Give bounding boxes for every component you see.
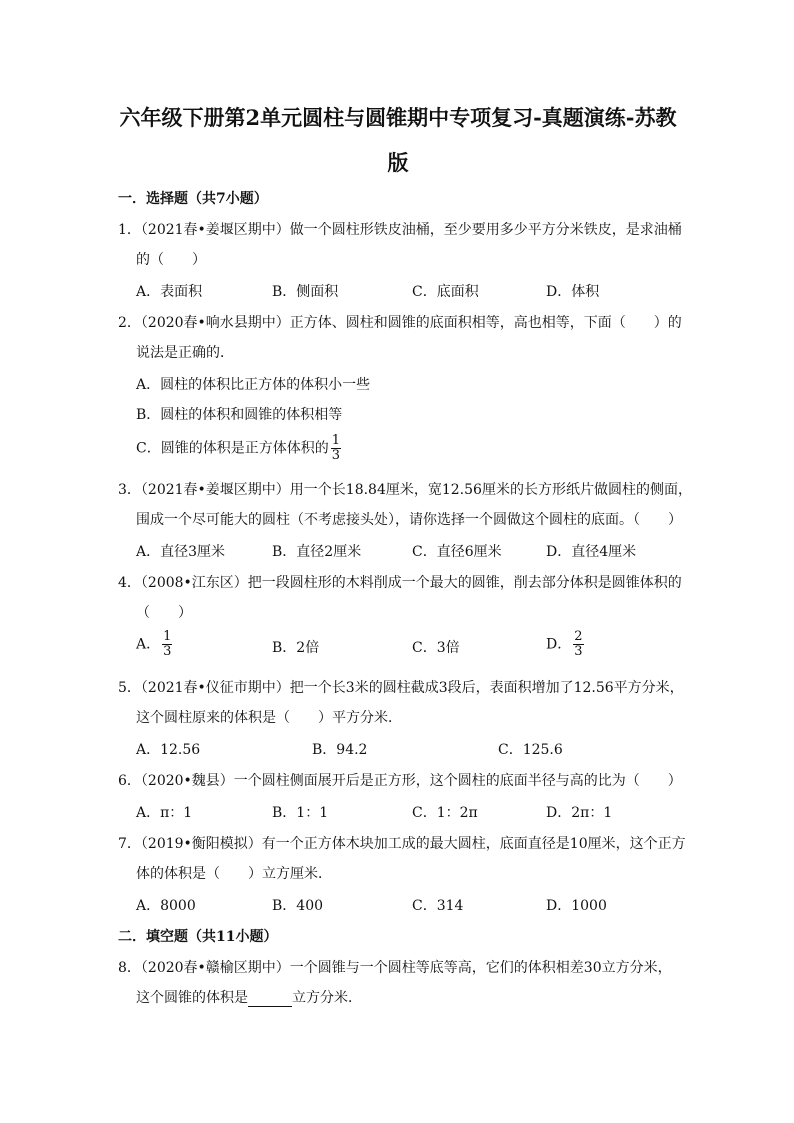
q1-option-b: B．侧面积 bbox=[272, 284, 339, 300]
q5-option-c: C．125.6 bbox=[498, 742, 563, 758]
q6-option-b: B．1：1 bbox=[272, 805, 329, 821]
q2-option-c bbox=[136, 434, 341, 463]
q4-option-a bbox=[136, 630, 172, 659]
question-8-line-1: 8．（2020春•赣榆区期中）一个圆锥与一个圆柱等底等高，它们的体积相差30立方分米， bbox=[118, 960, 672, 976]
fraction-denominator: 3 bbox=[574, 644, 583, 659]
q7-option-c: C．314 bbox=[412, 898, 464, 914]
page-title bbox=[118, 95, 678, 185]
fraction-numerator: 1 bbox=[163, 629, 172, 644]
title-line-1: 六年级下册第2单元圆柱与圆锥期中专项复习-真题演练-苏教 bbox=[119, 105, 677, 130]
q4-option-d-label: D． bbox=[546, 636, 572, 653]
fraction-numerator: 2 bbox=[574, 629, 583, 644]
q1-option-a: A．表面积 bbox=[136, 284, 203, 300]
q3-option-c: C．直径6厘米 bbox=[412, 544, 502, 560]
fraction bbox=[162, 630, 172, 659]
question-7-line-2: 体的体积是（ ）立方厘米． bbox=[136, 866, 332, 882]
question-1-line-1: 1．（2021春•姜堰区期中）做一个圆柱形铁皮油桶，至少要用多少平方分米铁皮，是求油桶 bbox=[118, 222, 682, 238]
q7-option-d: D．1000 bbox=[546, 898, 607, 914]
q4-option-c: C．3倍 bbox=[412, 640, 460, 656]
q4-option-b: B．2倍 bbox=[272, 640, 320, 656]
fraction-denominator: 3 bbox=[163, 644, 172, 659]
q4-option-d bbox=[546, 630, 584, 659]
q1-option-d: D．体积 bbox=[546, 284, 600, 300]
title-line-2: 版 bbox=[387, 150, 409, 175]
q2-option-a: A．圆柱的体积比正方体的体积小一些 bbox=[136, 377, 371, 393]
q1-option-c: C．底面积 bbox=[412, 284, 479, 300]
question-3-line-1: 3．（2021春•姜堰区期中）用一个长18.84厘米，宽12.56厘米的长方形纸片做圆柱的侧面， bbox=[118, 482, 692, 498]
section-heading-fill: 二．填空题（共11小题） bbox=[118, 929, 278, 945]
fraction-denominator: 3 bbox=[331, 448, 340, 463]
q8-text-before-blank: 这个圆锥的体积是 bbox=[136, 990, 248, 1006]
q8-text-after-blank: 立方分米． bbox=[292, 990, 362, 1006]
q4-option-a-label: A． bbox=[136, 636, 161, 653]
question-3-line-2: 围成一个尽可能大的圆柱（不考虑接头处），请你选择一个圆做这个圆柱的底面。（ ） bbox=[136, 512, 682, 528]
q7-option-a: A．8000 bbox=[136, 898, 196, 914]
q6-option-c: C．1：2π bbox=[412, 805, 478, 821]
question-8-line-2 bbox=[136, 987, 362, 1007]
question-2-line-2: 说法是正确的． bbox=[136, 345, 234, 361]
q3-option-d: D．直径4厘米 bbox=[546, 544, 637, 560]
fraction-numerator: 1 bbox=[331, 433, 340, 448]
q6-option-d: D．2π：1 bbox=[546, 805, 613, 821]
q2-option-c-text: C．圆锥的体积是正方体体积的 bbox=[136, 440, 329, 457]
answer-blank bbox=[248, 992, 292, 1007]
question-1-line-2: 的（ ） bbox=[136, 252, 206, 268]
q5-option-a: A．12.56 bbox=[136, 742, 201, 758]
question-4-line-2: （ ） bbox=[136, 605, 192, 621]
q7-option-b: B．400 bbox=[272, 898, 324, 914]
question-2-line-1: 2．（2020春•响水县期中）正方体、圆柱和圆锥的底面积相等，高也相等，下面（ ）的 bbox=[118, 315, 682, 331]
question-6-line-1: 6．（2020•魏县）一个圆柱侧面展开后是正方形，这个圆柱的底面半径与高的比为（ ） bbox=[118, 773, 682, 789]
q2-option-b: B．圆柱的体积和圆锥的体积相等 bbox=[136, 407, 343, 423]
question-5-line-1: 5．（2021春•仪征市期中）把一个长3米的圆柱截成3段后，表面积增加了12.56平方分米， bbox=[118, 680, 684, 696]
section-heading-choice: 一．选择题（共7小题） bbox=[118, 191, 268, 207]
question-4-line-1: 4．（2008•江东区）把一段圆柱形的木料削成一个最大的圆锥，削去部分体积是圆锥体积的 bbox=[118, 575, 682, 591]
q3-option-a: A．直径3厘米 bbox=[136, 544, 226, 560]
question-7-line-1: 7．（2019•衡阳模拟）有一个正方体木块加工成的最大圆柱，底面直径是10厘米，这个正方 bbox=[118, 836, 686, 852]
fraction bbox=[331, 434, 341, 463]
question-5-line-2: 这个圆柱原来的体积是（ ）平方分米． bbox=[136, 710, 402, 726]
fraction bbox=[573, 630, 583, 659]
q6-option-a: A．π：1 bbox=[136, 805, 193, 821]
q3-option-b: B．直径2厘米 bbox=[272, 544, 362, 560]
q5-option-b: B．94.2 bbox=[312, 742, 368, 758]
